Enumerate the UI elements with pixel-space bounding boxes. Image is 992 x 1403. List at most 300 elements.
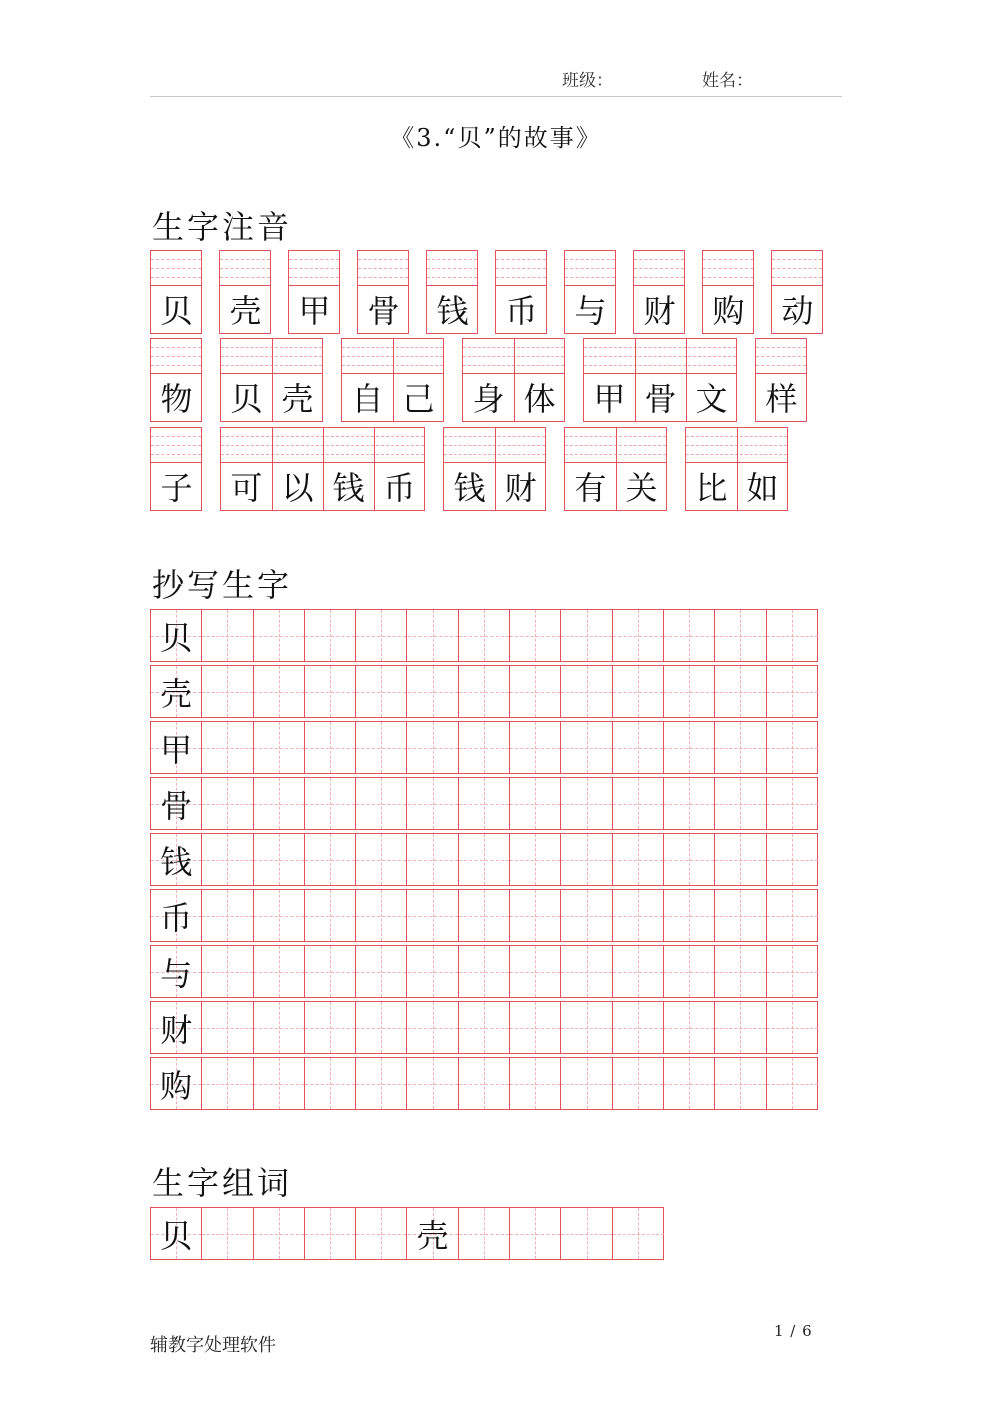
- pinyin-guide-line: [151, 436, 201, 437]
- copy-blank-cell[interactable]: [561, 722, 612, 773]
- copy-blank-cell[interactable]: [767, 778, 818, 829]
- pinyin-guide-line: [220, 259, 270, 260]
- pinyin-writing-band[interactable]: [151, 251, 201, 286]
- word-blank-cell[interactable]: [561, 1208, 612, 1259]
- copy-blank-cell[interactable]: [356, 946, 407, 997]
- copy-blank-cell[interactable]: [613, 778, 664, 829]
- pinyin-writing-band[interactable]: [703, 251, 753, 286]
- grid-guide-vertical: [535, 834, 536, 885]
- copy-blank-cell[interactable]: [767, 946, 818, 997]
- copy-blank-cell[interactable]: [613, 722, 664, 773]
- copy-blank-cell[interactable]: [356, 666, 407, 717]
- pinyin-guide-line: [565, 259, 615, 260]
- pinyin-guide-line: [220, 268, 270, 269]
- copy-row: [150, 1057, 818, 1110]
- copy-blank-cell[interactable]: [459, 1058, 510, 1109]
- copy-blank-cell[interactable]: [664, 890, 715, 941]
- pinyin-guide-line: [496, 268, 546, 269]
- pinyin-guide-line: [703, 259, 753, 260]
- copy-blank-cell[interactable]: [356, 610, 407, 661]
- copy-blank-cell[interactable]: [510, 610, 561, 661]
- grid-guide-vertical: [381, 1208, 382, 1259]
- copy-blank-cell[interactable]: [664, 722, 715, 773]
- pinyin-guide-line: [289, 268, 339, 269]
- grid-guide-vertical: [740, 890, 741, 941]
- grid-guide-vertical: [227, 890, 228, 941]
- copy-blank-cell[interactable]: [254, 890, 305, 941]
- copy-blank-cell[interactable]: [510, 666, 561, 717]
- grid-guide-vertical: [330, 610, 331, 661]
- copy-blank-cell[interactable]: [305, 778, 356, 829]
- word-blank-cell[interactable]: [202, 1208, 253, 1259]
- copy-blank-cell[interactable]: [305, 1002, 356, 1053]
- copy-blank-cell[interactable]: [459, 778, 510, 829]
- copy-blank-cell[interactable]: [202, 610, 253, 661]
- copy-blank-cell[interactable]: [561, 1058, 612, 1109]
- pinyin-char: 己: [402, 380, 435, 418]
- copy-blank-cell[interactable]: [408, 834, 459, 885]
- pinyin-box: [288, 250, 340, 334]
- copy-blank-cell[interactable]: [613, 834, 664, 885]
- grid-guide-vertical: [279, 1002, 280, 1053]
- copy-blank-cell[interactable]: [561, 946, 612, 997]
- pinyin-writing-band[interactable]: [565, 251, 615, 286]
- copy-row: [150, 777, 818, 830]
- copy-blank-cell[interactable]: [510, 890, 561, 941]
- grid-guide-vertical: [638, 666, 639, 717]
- pinyin-guide-line: [703, 277, 753, 278]
- pinyin-writing-band[interactable]: [151, 339, 201, 374]
- grid-guide-vertical: [740, 946, 741, 997]
- grid-guide-vertical: [433, 666, 434, 717]
- grid-guide-vertical: [740, 778, 741, 829]
- copy-blank-cell[interactable]: [305, 946, 356, 997]
- grid-guide-vertical: [638, 834, 639, 885]
- copy-model-cell: [151, 946, 202, 997]
- copy-blank-cell[interactable]: [715, 778, 766, 829]
- copy-blank-cell[interactable]: [561, 1002, 612, 1053]
- copy-blank-cell[interactable]: [408, 1058, 459, 1109]
- grid-guide-vertical: [330, 834, 331, 885]
- copy-blank-cell[interactable]: [613, 1058, 664, 1109]
- pinyin-box: [755, 338, 807, 422]
- grid-guide-vertical: [381, 610, 382, 661]
- pinyin-char: 甲: [593, 380, 626, 418]
- copy-blank-cell[interactable]: [356, 834, 407, 885]
- grid-guide-vertical: [330, 946, 331, 997]
- copy-blank-cell[interactable]: [305, 890, 356, 941]
- copy-blank-cell[interactable]: [715, 610, 766, 661]
- copy-blank-cell[interactable]: [408, 666, 459, 717]
- pinyin-char: 财: [643, 292, 676, 330]
- grid-guide-vertical: [587, 946, 588, 997]
- grid-guide-vertical: [330, 1058, 331, 1109]
- copy-blank-cell[interactable]: [254, 1002, 305, 1053]
- pinyin-char: 关: [625, 469, 658, 507]
- pinyin-box: [426, 250, 478, 334]
- grid-guide-vertical: [792, 834, 793, 885]
- grid-guide-vertical: [381, 834, 382, 885]
- model-character: 与: [160, 954, 193, 993]
- pinyin-char: 身: [472, 380, 505, 418]
- grid-guide-vertical: [535, 666, 536, 717]
- copy-blank-cell[interactable]: [459, 946, 510, 997]
- grid-guide-vertical: [433, 610, 434, 661]
- grid-guide-vertical: [433, 834, 434, 885]
- pinyin-writing-band[interactable]: [756, 339, 806, 374]
- grid-guide-vertical: [535, 946, 536, 997]
- copy-blank-cell[interactable]: [202, 1058, 253, 1109]
- pinyin-box: [495, 250, 547, 334]
- copy-blank-cell[interactable]: [459, 610, 510, 661]
- copy-blank-cell[interactable]: [356, 890, 407, 941]
- copy-blank-cell[interactable]: [202, 666, 253, 717]
- grid-guide-vertical: [433, 890, 434, 941]
- copy-blank-cell[interactable]: [715, 722, 766, 773]
- pinyin-writing-band[interactable]: [772, 251, 822, 286]
- grid-guide-vertical: [792, 1002, 793, 1053]
- copy-blank-cell[interactable]: [561, 778, 612, 829]
- grid-guide-vertical: [381, 666, 382, 717]
- copy-blank-cell[interactable]: [305, 834, 356, 885]
- grid-guide-vertical: [535, 1208, 536, 1259]
- copy-blank-cell[interactable]: [202, 778, 253, 829]
- grid-guide-vertical: [330, 890, 331, 941]
- grid-guide-vertical: [381, 778, 382, 829]
- pinyin-guide-line: [289, 259, 339, 260]
- copy-model-cell: [151, 666, 202, 717]
- grid-guide-vertical: [689, 778, 690, 829]
- grid-guide-vertical: [330, 722, 331, 773]
- pinyin-writing-band[interactable]: [151, 428, 201, 463]
- copy-blank-cell[interactable]: [459, 834, 510, 885]
- copy-model-cell: [151, 610, 202, 661]
- copy-blank-cell[interactable]: [510, 946, 561, 997]
- word-blank-cell[interactable]: [305, 1208, 356, 1259]
- copy-blank-cell[interactable]: [715, 1002, 766, 1053]
- pinyin-writing-band[interactable]: [358, 251, 408, 286]
- grid-guide-vertical: [227, 1002, 228, 1053]
- pinyin-guide-line: [427, 259, 477, 260]
- pinyin-guide-line: [151, 445, 201, 446]
- pinyin-guide-line: [756, 347, 806, 348]
- copy-blank-cell[interactable]: [613, 610, 664, 661]
- grid-guide-vertical: [535, 610, 536, 661]
- copy-blank-cell[interactable]: [767, 890, 818, 941]
- copy-blank-cell[interactable]: [202, 1002, 253, 1053]
- grid-guide-vertical: [792, 610, 793, 661]
- copy-blank-cell[interactable]: [305, 1058, 356, 1109]
- copy-blank-cell[interactable]: [767, 834, 818, 885]
- copy-blank-cell[interactable]: [767, 1002, 818, 1053]
- copy-blank-cell[interactable]: [305, 610, 356, 661]
- pinyin-char: 购: [712, 292, 745, 330]
- grid-guide-vertical: [279, 610, 280, 661]
- copy-blank-cell[interactable]: [510, 778, 561, 829]
- copy-blank-cell[interactable]: [664, 946, 715, 997]
- pinyin-writing-band[interactable]: [220, 251, 270, 286]
- copy-blank-cell[interactable]: [664, 778, 715, 829]
- grid-guide-vertical: [638, 778, 639, 829]
- grid-guide-vertical: [484, 666, 485, 717]
- copy-blank-cell[interactable]: [664, 834, 715, 885]
- pinyin-char: 财: [504, 469, 537, 507]
- copy-blank-cell[interactable]: [356, 1058, 407, 1109]
- grid-guide-vertical: [227, 666, 228, 717]
- grid-guide-vertical: [587, 834, 588, 885]
- pinyin-guide-line: [358, 268, 408, 269]
- copy-blank-cell[interactable]: [202, 946, 253, 997]
- grid-guide-vertical: [227, 1058, 228, 1109]
- copy-blank-cell[interactable]: [561, 666, 612, 717]
- grid-guide-vertical: [689, 890, 690, 941]
- copy-row: [150, 721, 818, 774]
- pinyin-char: 钱: [453, 469, 486, 507]
- model-character: 钱: [160, 842, 193, 881]
- grid-guide-vertical: [689, 722, 690, 773]
- grid-guide-vertical: [330, 666, 331, 717]
- copy-blank-cell[interactable]: [408, 778, 459, 829]
- grid-guide-vertical: [638, 890, 639, 941]
- copy-blank-cell[interactable]: [510, 834, 561, 885]
- pinyin-writing-band[interactable]: [427, 251, 477, 286]
- copy-blank-cell[interactable]: [664, 1002, 715, 1053]
- pinyin-box: [564, 250, 616, 334]
- header-divider: [150, 96, 842, 97]
- copy-blank-cell[interactable]: [202, 890, 253, 941]
- word-blank-cell[interactable]: [356, 1208, 407, 1259]
- pinyin-char: 可: [230, 469, 263, 507]
- copy-blank-cell[interactable]: [715, 1058, 766, 1109]
- grid-guide-vertical: [433, 1002, 434, 1053]
- pinyin-box: [150, 338, 202, 422]
- pinyin-box: [633, 250, 685, 334]
- pinyin-char: 贝: [230, 380, 263, 418]
- grid-guide-vertical: [227, 1208, 228, 1259]
- copy-blank-cell[interactable]: [664, 610, 715, 661]
- grid-guide-vertical: [484, 778, 485, 829]
- grid-guide-vertical: [740, 1002, 741, 1053]
- grid-guide-vertical: [279, 722, 280, 773]
- copy-blank-cell[interactable]: [715, 666, 766, 717]
- copy-row: [150, 889, 818, 942]
- grid-guide-vertical: [484, 1208, 485, 1259]
- copy-blank-cell[interactable]: [715, 834, 766, 885]
- copy-blank-cell[interactable]: [408, 1002, 459, 1053]
- word-row: [150, 1207, 664, 1260]
- copy-blank-cell[interactable]: [510, 1058, 561, 1109]
- copy-blank-cell[interactable]: [613, 890, 664, 941]
- copy-blank-cell[interactable]: [561, 610, 612, 661]
- pinyin-guide-line: [151, 259, 201, 260]
- pinyin-char: 子: [160, 469, 193, 507]
- grid-guide-vertical: [740, 834, 741, 885]
- grid-guide-vertical: [689, 1002, 690, 1053]
- model-character: 财: [160, 1010, 193, 1049]
- grid-guide-vertical: [484, 722, 485, 773]
- pinyin-char: 壳: [229, 292, 262, 330]
- copy-blank-cell[interactable]: [767, 722, 818, 773]
- copy-blank-cell[interactable]: [613, 666, 664, 717]
- copy-row: [150, 609, 818, 662]
- pinyin-guide-line: [151, 347, 201, 348]
- copy-blank-cell[interactable]: [664, 1058, 715, 1109]
- pinyin-box: [220, 338, 323, 422]
- pinyin-box: [564, 427, 667, 511]
- copy-blank-cell[interactable]: [715, 946, 766, 997]
- grid-guide-vertical: [792, 890, 793, 941]
- grid-guide-vertical: [433, 1058, 434, 1109]
- grid-guide-vertical: [381, 722, 382, 773]
- pinyin-char: 壳: [281, 380, 314, 418]
- pinyin-writing-band[interactable]: [496, 251, 546, 286]
- grid-guide-vertical: [484, 946, 485, 997]
- copy-blank-cell[interactable]: [408, 722, 459, 773]
- copy-blank-cell[interactable]: [356, 1002, 407, 1053]
- pinyin-box: [219, 250, 271, 334]
- copy-blank-cell[interactable]: [356, 722, 407, 773]
- copy-blank-cell[interactable]: [459, 722, 510, 773]
- pinyin-char: 如: [746, 469, 779, 507]
- pinyin-guide-line: [584, 365, 736, 366]
- grid-guide-vertical: [535, 890, 536, 941]
- copy-blank-cell[interactable]: [510, 722, 561, 773]
- copy-blank-cell[interactable]: [510, 1002, 561, 1053]
- word-blank-cell[interactable]: [459, 1208, 510, 1259]
- grid-guide-vertical: [279, 666, 280, 717]
- copy-model-cell: [151, 722, 202, 773]
- grid-guide-vertical: [689, 666, 690, 717]
- grid-guide-vertical: [381, 1002, 382, 1053]
- pinyin-char: 文: [695, 380, 728, 418]
- copy-blank-cell[interactable]: [613, 946, 664, 997]
- pinyin-char: 钱: [436, 292, 469, 330]
- grid-guide-vertical: [433, 778, 434, 829]
- grid-guide-vertical: [638, 946, 639, 997]
- pinyin-guide-line: [427, 268, 477, 269]
- pinyin-guide-line: [565, 268, 615, 269]
- copy-blank-cell[interactable]: [613, 1002, 664, 1053]
- pinyin-guide-line: [703, 268, 753, 269]
- grid-guide-vertical: [587, 1002, 588, 1053]
- grid-guide-vertical: [433, 946, 434, 997]
- grid-guide-vertical: [227, 610, 228, 661]
- copy-blank-cell[interactable]: [356, 778, 407, 829]
- pinyin-box: [341, 338, 444, 422]
- word-blank-cell[interactable]: [510, 1208, 561, 1259]
- pinyin-writing-band[interactable]: [584, 339, 736, 374]
- copy-blank-cell[interactable]: [715, 890, 766, 941]
- copy-blank-cell[interactable]: [254, 666, 305, 717]
- pinyin-guide-line: [151, 454, 201, 455]
- copy-blank-cell[interactable]: [459, 890, 510, 941]
- copy-blank-cell[interactable]: [767, 610, 818, 661]
- pinyin-guide-line: [634, 268, 684, 269]
- copy-blank-cell[interactable]: [305, 722, 356, 773]
- grid-guide-vertical: [740, 666, 741, 717]
- word-model-cell: [408, 1208, 459, 1259]
- grid-guide-vertical: [638, 610, 639, 661]
- grid-guide-vertical: [279, 1058, 280, 1109]
- section-pinyin-heading: 生字注音: [152, 208, 293, 246]
- grid-guide-vertical: [330, 1002, 331, 1053]
- copy-blank-cell[interactable]: [254, 610, 305, 661]
- pinyin-writing-band[interactable]: [634, 251, 684, 286]
- copy-blank-cell[interactable]: [254, 722, 305, 773]
- grid-guide-vertical: [792, 666, 793, 717]
- pinyin-box: [583, 338, 737, 422]
- grid-guide-vertical: [484, 1002, 485, 1053]
- pinyin-guide-line: [220, 277, 270, 278]
- pinyin-box: [462, 338, 565, 422]
- pinyin-char: 动: [781, 292, 814, 330]
- copy-blank-cell[interactable]: [408, 890, 459, 941]
- pinyin-char: 贝: [160, 292, 193, 330]
- pinyin-guide-line: [565, 277, 615, 278]
- grid-guide-vertical: [792, 946, 793, 997]
- copy-blank-cell[interactable]: [767, 666, 818, 717]
- copy-blank-cell[interactable]: [202, 834, 253, 885]
- grid-guide-vertical: [381, 1058, 382, 1109]
- grid-guide-vertical: [638, 1002, 639, 1053]
- model-character: 壳: [160, 674, 193, 713]
- pinyin-guide-line: [289, 277, 339, 278]
- grid-guide-vertical: [227, 722, 228, 773]
- grid-guide-vertical: [484, 1058, 485, 1109]
- word-blank-cell[interactable]: [254, 1208, 305, 1259]
- copy-blank-cell[interactable]: [561, 890, 612, 941]
- copy-blank-cell[interactable]: [254, 1058, 305, 1109]
- word-model-cell: [151, 1208, 202, 1259]
- pinyin-guide-line: [634, 259, 684, 260]
- copy-blank-cell[interactable]: [408, 946, 459, 997]
- grid-guide-vertical: [638, 1208, 639, 1259]
- pinyin-char: 有: [574, 469, 607, 507]
- copy-blank-cell[interactable]: [408, 610, 459, 661]
- pinyin-guide-line: [584, 347, 736, 348]
- grid-guide-vertical: [433, 722, 434, 773]
- pinyin-writing-band[interactable]: [289, 251, 339, 286]
- footer-page-number: 1 / 6: [774, 1322, 813, 1340]
- grid-guide-vertical: [330, 1208, 331, 1259]
- copy-row: [150, 945, 818, 998]
- pinyin-char: 体: [523, 380, 556, 418]
- section-copy-heading: 抄写生字: [152, 566, 293, 604]
- copy-blank-cell[interactable]: [767, 1058, 818, 1109]
- word-blank-cell[interactable]: [613, 1208, 664, 1259]
- grid-guide-vertical: [227, 946, 228, 997]
- pinyin-char: 钱: [332, 469, 365, 507]
- grid-guide-vertical: [227, 834, 228, 885]
- copy-blank-cell[interactable]: [561, 834, 612, 885]
- copy-blank-cell[interactable]: [202, 722, 253, 773]
- copy-blank-cell[interactable]: [254, 946, 305, 997]
- copy-blank-cell[interactable]: [254, 834, 305, 885]
- grid-guide-vertical: [381, 890, 382, 941]
- pinyin-char: 甲: [298, 292, 331, 330]
- copy-blank-cell[interactable]: [305, 666, 356, 717]
- pinyin-char: 币: [383, 469, 416, 507]
- copy-blank-cell[interactable]: [254, 778, 305, 829]
- pinyin-guide-line: [756, 356, 806, 357]
- grid-guide-vertical: [740, 610, 741, 661]
- pinyin-box: [357, 250, 409, 334]
- copy-blank-cell[interactable]: [459, 666, 510, 717]
- model-character: 甲: [160, 730, 193, 769]
- copy-row: [150, 833, 818, 886]
- copy-blank-cell[interactable]: [664, 666, 715, 717]
- copy-blank-cell[interactable]: [459, 1002, 510, 1053]
